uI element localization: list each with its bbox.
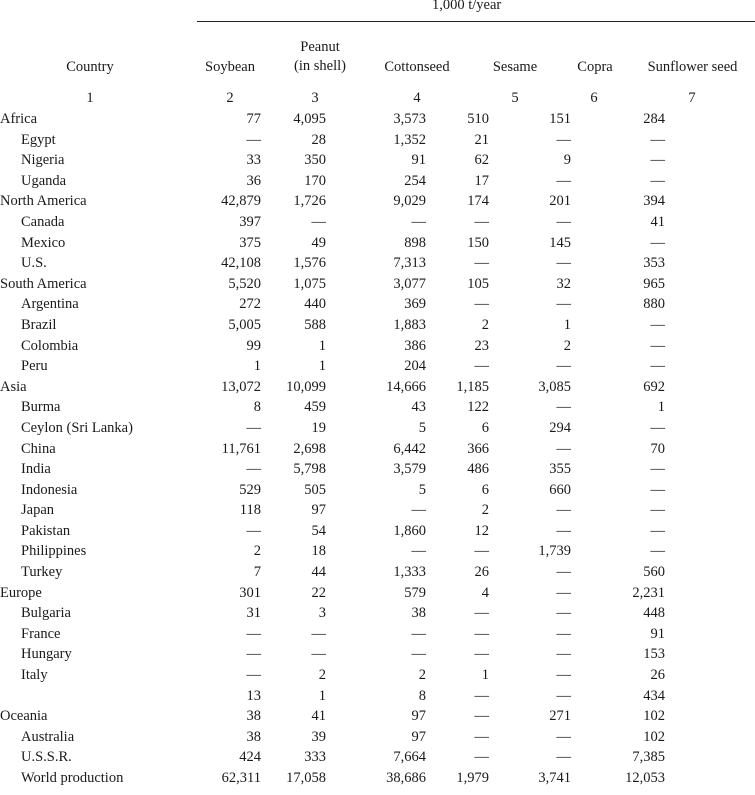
country-name: Australia <box>21 728 75 745</box>
country-name: Ceylon (Sri Lanka) <box>21 419 133 436</box>
table-cell: 1,352 <box>393 131 426 148</box>
country-name: China <box>21 440 56 457</box>
table-cell: 97 <box>411 708 426 725</box>
table-cell: — <box>556 399 571 416</box>
table-cell: 486 <box>467 461 489 478</box>
table-cell: — <box>474 646 489 663</box>
country-name: Turkey <box>21 564 63 581</box>
country-name: Egypt <box>21 131 56 148</box>
table-cell: — <box>246 646 261 663</box>
table-cell: 4,095 <box>293 111 326 127</box>
table-cell: 22 <box>311 584 326 601</box>
table-cell: 7,313 <box>393 255 426 272</box>
table-cell: — <box>650 481 665 498</box>
table-cell: 153 <box>643 646 665 663</box>
table-cell: — <box>650 522 665 539</box>
table-cell: 38 <box>246 728 261 745</box>
table-row <box>0 109 710 130</box>
table-cell: 272 <box>239 296 261 313</box>
table-cell: — <box>474 687 489 704</box>
table-cell: 2,698 <box>293 440 326 457</box>
table-cell: 7,385 <box>632 749 665 766</box>
table-cell: 41 <box>650 213 665 230</box>
table-row <box>0 644 710 665</box>
table-row <box>0 459 710 480</box>
table-cell: 11,761 <box>221 440 261 457</box>
table-cell: 91 <box>411 152 426 169</box>
table-cell: 1 <box>481 667 489 684</box>
table-cell: — <box>474 625 489 642</box>
table-row <box>0 171 710 192</box>
header-cottonseed: Cottonseed <box>384 59 450 75</box>
table-row <box>0 583 710 604</box>
table-cell: — <box>650 152 665 169</box>
table-cell: 284 <box>643 111 665 127</box>
table-cell: 350 <box>304 152 326 169</box>
table-body <box>0 109 710 789</box>
table-cell: 122 <box>467 399 489 416</box>
country-name: Philippines <box>21 543 87 560</box>
table-cell: 9 <box>563 152 571 169</box>
table-cell: — <box>474 358 489 375</box>
table-cell: — <box>311 646 326 663</box>
table-cell: 6 <box>481 419 489 436</box>
table-cell: 898 <box>404 234 426 251</box>
table-cell: — <box>411 646 426 663</box>
country-name: Europe <box>0 584 42 601</box>
table-cell: 151 <box>549 111 571 127</box>
table-cell: 434 <box>643 687 665 704</box>
table-cell: — <box>650 461 665 478</box>
table-cell: 579 <box>404 584 426 601</box>
country-name: India <box>21 461 51 478</box>
table-cell: 5 <box>418 419 426 436</box>
country-name <box>0 686 197 707</box>
table-cell: 13 <box>246 687 261 704</box>
table-cell: 3,085 <box>538 378 571 395</box>
table-cell: — <box>311 625 326 642</box>
table-cell: 440 <box>304 296 326 313</box>
table-cell: 10,099 <box>286 378 326 395</box>
table-cell: 1 <box>563 316 571 333</box>
country-name: South America <box>0 275 87 292</box>
country-name: Peru <box>21 358 48 375</box>
country-name: Hungary <box>21 646 72 663</box>
table-row <box>0 253 710 274</box>
country-name: Argentina <box>21 296 79 313</box>
table-cell: — <box>411 543 426 560</box>
header-soybean: Soybean <box>205 59 255 75</box>
country-name: Oceania <box>0 708 48 725</box>
table-cell: — <box>556 728 571 745</box>
table-row <box>0 500 710 521</box>
table-cell: 1,333 <box>393 564 426 581</box>
table-cell: — <box>556 502 571 519</box>
table-row <box>0 418 710 439</box>
table-cell: 3 <box>318 605 326 622</box>
table-cell: — <box>556 667 571 684</box>
table-cell: 17 <box>474 172 489 189</box>
table-cell: 118 <box>239 502 261 519</box>
table-cell: 1,726 <box>293 193 326 210</box>
table-cell: 1 <box>318 687 326 704</box>
column-number: 6 <box>590 90 598 106</box>
table-cell: 102 <box>643 728 665 745</box>
table-cell: 375 <box>239 234 261 251</box>
table-cell: — <box>246 419 261 436</box>
table-cell: 7 <box>253 564 261 581</box>
table-cell: 33 <box>246 152 261 169</box>
country-name: Colombia <box>21 337 79 354</box>
table-cell: 3,579 <box>393 461 426 478</box>
table-cell: 510 <box>467 111 489 127</box>
header-peanut-line1: Peanut <box>300 39 340 55</box>
table-cell: 1,075 <box>293 275 326 292</box>
table-cell: — <box>411 502 426 519</box>
column-number: 1 <box>86 90 94 106</box>
table-cell: 201 <box>549 193 571 210</box>
table-row <box>0 356 710 377</box>
table-cell: — <box>650 419 665 436</box>
table-cell: 13,072 <box>221 378 261 395</box>
table-row <box>0 624 710 645</box>
table-cell: — <box>650 131 665 148</box>
table-cell: 880 <box>643 296 665 313</box>
table-cell: — <box>246 667 261 684</box>
column-number: 5 <box>511 90 519 106</box>
table-cell: 6 <box>481 481 489 498</box>
table-cell: 397 <box>239 213 261 230</box>
table-cell: 294 <box>549 419 571 436</box>
table-cell: — <box>556 213 571 230</box>
table-cell: 1 <box>253 358 261 375</box>
country-name: U.S. <box>21 255 47 272</box>
table-cell: — <box>411 213 426 230</box>
table-cell: 41 <box>311 708 326 725</box>
header-country: Country <box>66 59 114 75</box>
table-cell: 1 <box>657 399 665 416</box>
table-cell: — <box>246 461 261 478</box>
table-cell: 1,739 <box>538 543 571 560</box>
table-row <box>0 191 710 212</box>
table-cell: 660 <box>549 481 571 498</box>
country-name: Brazil <box>21 316 57 333</box>
table-cell: 12,053 <box>625 770 665 786</box>
country-name: U.S.S.R. <box>21 749 72 766</box>
table-cell: — <box>556 749 571 766</box>
table-row <box>0 603 710 624</box>
table-cell: 2 <box>481 502 489 519</box>
table-row <box>0 233 710 254</box>
table-cell: 97 <box>411 728 426 745</box>
table-cell: 355 <box>549 461 571 478</box>
country-name: Indonesia <box>21 481 78 498</box>
table-cell: 353 <box>643 255 665 272</box>
table-cell: — <box>556 255 571 272</box>
table-cell: 42,879 <box>221 193 261 210</box>
table-cell: 965 <box>643 275 665 292</box>
table-cell: — <box>474 605 489 622</box>
column-number: 2 <box>226 90 234 106</box>
table-cell: 145 <box>549 234 571 251</box>
table-cell: 505 <box>304 481 326 498</box>
table-row <box>0 294 710 315</box>
table-cell: 5,005 <box>228 316 261 333</box>
table-cell: — <box>556 605 571 622</box>
table-row <box>0 130 710 151</box>
table-cell: 174 <box>467 193 489 210</box>
table-row <box>0 315 710 336</box>
table-cell: — <box>650 234 665 251</box>
table-cell: — <box>650 502 665 519</box>
table-cell: — <box>556 584 571 601</box>
country-name: Bulgaria <box>21 605 71 622</box>
table-row <box>0 706 710 727</box>
table-row <box>0 480 710 501</box>
table-cell: 19 <box>311 419 326 436</box>
header-peanut <box>275 38 365 76</box>
column-number: 4 <box>413 90 421 106</box>
table-cell: 8 <box>418 687 426 704</box>
header-copra: Copra <box>577 59 613 75</box>
table-cell: 26 <box>650 667 665 684</box>
country-name: Nigeria <box>21 152 65 169</box>
table-cell: — <box>556 358 571 375</box>
table-cell: 1,576 <box>293 255 326 272</box>
header-peanut-line2: (in shell) <box>294 58 346 74</box>
table-cell: 38,686 <box>386 770 426 786</box>
production-table <box>0 109 710 789</box>
table-cell: 1,979 <box>456 770 489 786</box>
table-cell: — <box>474 749 489 766</box>
table-row <box>0 686 710 707</box>
table-row <box>0 521 710 542</box>
country-name: Mexico <box>21 234 66 251</box>
table-row <box>0 150 710 171</box>
table-cell: 5,520 <box>228 275 261 292</box>
table-row <box>0 336 710 357</box>
table-cell: — <box>474 213 489 230</box>
table-cell: 105 <box>467 275 489 292</box>
table-cell: 2 <box>481 316 489 333</box>
table-cell: 9,029 <box>393 193 426 210</box>
table-cell: 254 <box>404 172 426 189</box>
table-row <box>0 665 710 686</box>
table-cell: — <box>556 564 571 581</box>
table-cell: 62 <box>474 152 489 169</box>
table-cell: 42,108 <box>221 255 261 272</box>
table-cell: — <box>474 543 489 560</box>
table-row <box>0 377 710 398</box>
table-cell: 62,311 <box>221 770 261 786</box>
table-cell: 99 <box>246 337 261 354</box>
table-cell: — <box>556 687 571 704</box>
table-cell: 1,185 <box>456 378 489 395</box>
table-row <box>0 212 710 233</box>
country-name: Burma <box>21 399 61 416</box>
table-cell: 588 <box>304 316 326 333</box>
table-cell: 271 <box>549 708 571 725</box>
table-row <box>0 768 710 789</box>
table-cell: — <box>474 708 489 725</box>
table-cell: 204 <box>404 358 426 375</box>
table-cell: 97 <box>311 502 326 519</box>
table-cell: 448 <box>643 605 665 622</box>
table-cell: 18 <box>311 543 326 560</box>
table-row <box>0 727 710 748</box>
table-cell: 26 <box>474 564 489 581</box>
table-cell: 12 <box>474 522 489 539</box>
table-cell: 692 <box>643 378 665 395</box>
column-number: 3 <box>311 90 319 106</box>
table-cell: 38 <box>246 708 261 725</box>
table-cell: 2,231 <box>632 584 665 601</box>
table-cell: 6,442 <box>393 440 426 457</box>
table-cell: — <box>556 296 571 313</box>
country-name: Africa <box>0 111 38 127</box>
table-cell: — <box>474 296 489 313</box>
table-cell: 5,798 <box>293 461 326 478</box>
table-cell: 2 <box>418 667 426 684</box>
table-cell: 333 <box>304 749 326 766</box>
table-cell: 49 <box>311 234 326 251</box>
header-sesame: Sesame <box>492 59 538 75</box>
table-cell: 424 <box>239 749 261 766</box>
table-cell: — <box>246 131 261 148</box>
table-cell: 5 <box>418 481 426 498</box>
country-name: World production <box>21 770 124 786</box>
table-cell: — <box>556 172 571 189</box>
table-cell: — <box>650 337 665 354</box>
table-cell: — <box>411 625 426 642</box>
table-row <box>0 747 710 768</box>
table-cell: — <box>556 131 571 148</box>
header-rule <box>197 21 755 22</box>
table-cell: 394 <box>643 193 665 210</box>
table-row <box>0 274 710 295</box>
table-cell: 2 <box>253 543 261 560</box>
table-cell: — <box>556 522 571 539</box>
table-cell: 70 <box>650 440 665 457</box>
table-cell: — <box>556 440 571 457</box>
table-cell: 4 <box>481 584 489 601</box>
table-cell: 36 <box>246 172 261 189</box>
table-cell: 1 <box>318 358 326 375</box>
table-cell: 2 <box>563 337 571 354</box>
country-name: Canada <box>21 213 65 230</box>
table-cell: 3,077 <box>393 275 426 292</box>
table-cell: 31 <box>246 605 261 622</box>
table-cell: — <box>650 358 665 375</box>
table-cell: 369 <box>404 296 426 313</box>
table-cell: — <box>474 728 489 745</box>
table-cell: 459 <box>304 399 326 416</box>
country-name: Pakistan <box>21 522 71 539</box>
table-cell: — <box>474 255 489 272</box>
country-name: Japan <box>21 502 55 519</box>
table-cell: — <box>246 522 261 539</box>
table-cell: 91 <box>650 625 665 642</box>
table-row <box>0 439 710 460</box>
table-cell: 1,883 <box>393 316 426 333</box>
table-cell: 8 <box>253 399 261 416</box>
table-cell: 386 <box>404 337 426 354</box>
table-cell: 39 <box>311 728 326 745</box>
table-cell: 1 <box>318 337 326 354</box>
table-cell: — <box>311 213 326 230</box>
table-row <box>0 562 710 583</box>
table-row <box>0 397 710 418</box>
table-cell: 2 <box>318 667 326 684</box>
table-cell: 150 <box>467 234 489 251</box>
table-cell: 23 <box>474 337 489 354</box>
unit-label: 1,000 t/year <box>432 0 502 13</box>
table-cell: 3,741 <box>538 770 571 786</box>
table-cell: — <box>650 543 665 560</box>
table-cell: 43 <box>411 399 426 416</box>
table-cell: 44 <box>311 564 326 581</box>
table-cell: 21 <box>474 131 489 148</box>
table-cell: 38 <box>411 605 426 622</box>
table-cell: 77 <box>246 111 261 127</box>
table-cell: — <box>650 316 665 333</box>
table-cell: 529 <box>239 481 261 498</box>
table-cell: 32 <box>556 275 571 292</box>
table-cell: 17,058 <box>286 770 326 786</box>
country-name: Italy <box>21 667 48 684</box>
table-cell: 170 <box>304 172 326 189</box>
table-cell: 560 <box>643 564 665 581</box>
table-cell: 102 <box>643 708 665 725</box>
country-name: Asia <box>0 378 27 395</box>
country-name: Uganda <box>21 172 67 189</box>
country-name: North America <box>0 193 87 210</box>
table-cell: 14,666 <box>386 378 426 395</box>
table-row <box>0 541 710 562</box>
table-cell: — <box>650 172 665 189</box>
table-cell: 1,860 <box>393 522 426 539</box>
table-cell: 366 <box>467 440 489 457</box>
table-cell: 54 <box>311 522 326 539</box>
table-cell: — <box>556 646 571 663</box>
table-cell: 7,664 <box>393 749 426 766</box>
table-cell: — <box>556 625 571 642</box>
country-name: France <box>21 625 61 642</box>
table-cell: 301 <box>239 584 261 601</box>
table-cell: — <box>246 625 261 642</box>
header-sunflower-seed: Sunflower seed <box>647 59 738 75</box>
table-cell: 3,573 <box>393 111 426 127</box>
column-number: 7 <box>688 90 696 106</box>
table-cell: 28 <box>311 131 326 148</box>
